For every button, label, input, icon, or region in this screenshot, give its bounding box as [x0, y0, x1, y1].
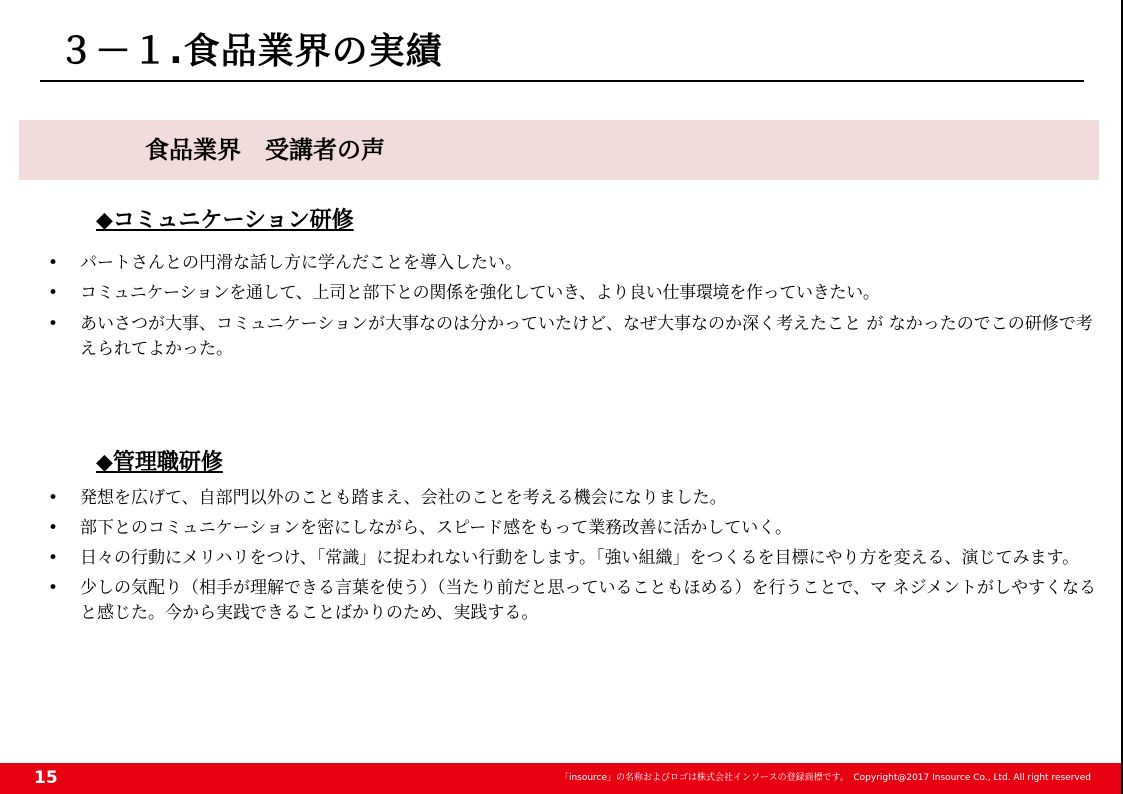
title-underline: [40, 80, 1084, 82]
list-item: [48, 281, 1108, 306]
list-item-text: パートさんとの円滑な話し方に学んだことを導入したい。: [80, 253, 522, 273]
copyright-notice: 「insource」の名称およびロゴは株式会社インソースの登録商標です。 Copyright@2017 Insource Co., Ltd. All right reserved: [559, 773, 1091, 783]
list-item-text: 少しの気配り（相手が理解できる言葉を使う）（当たり前だと思っていることもほめる）を行うことで、マ ネジメントがしやすくなると感じた。今から実践できることばかりのため、実践する。: [80, 578, 1097, 623]
list-item: [48, 576, 1108, 626]
page-number: 15: [34, 768, 58, 788]
list-item-text: 発想を広げて、自部門以外のことも踏まえ、会社のことを考える機会になりました。: [80, 488, 727, 508]
bullet-icon: •: [48, 518, 59, 538]
list-item: [48, 516, 1108, 541]
list-item: [48, 251, 1108, 276]
section-heading-communication: ◆コミュニケーション研修: [96, 208, 354, 233]
page-title: ３－１.食品業界の実績: [58, 31, 443, 72]
list-item: [48, 312, 1108, 362]
bullet-icon: •: [48, 578, 59, 598]
list-item-text: コミュニケーションを通して、上司と部下との関係を強化していき、より良い仕事環境を作っていきたい。: [80, 283, 880, 303]
bullet-icon: •: [48, 314, 59, 334]
bullet-icon: •: [48, 253, 59, 273]
management-voices-list: [48, 486, 1108, 631]
list-item-text: あいさつが大事、コミュニケーションが大事なのは分かっていたけど、なぜ大事なのか深く考えたこと が なかったのでこの研修で考えられてよかった。: [80, 314, 1093, 359]
bullet-icon: •: [48, 283, 59, 303]
banner-title: 食品業界 受講者の声: [145, 136, 385, 164]
bullet-icon: •: [48, 548, 59, 568]
footer-bar: [0, 763, 1121, 794]
list-item-text: 部下とのコミュニケーションを密にしながら、スピード感をもって業務改善に活かしていく。: [80, 518, 792, 538]
communication-voices-list: [48, 251, 1108, 367]
list-item-text: 日々の行動にメリハリをつけ、「常識」に捉われない行動をします。「強い組織」をつくるを目標にやり方を変える、演じてみます。: [80, 548, 1080, 568]
list-item: [48, 486, 1108, 511]
list-item: [48, 546, 1108, 571]
section-heading-management: ◆管理職研修: [96, 450, 223, 475]
bullet-icon: •: [48, 488, 59, 508]
